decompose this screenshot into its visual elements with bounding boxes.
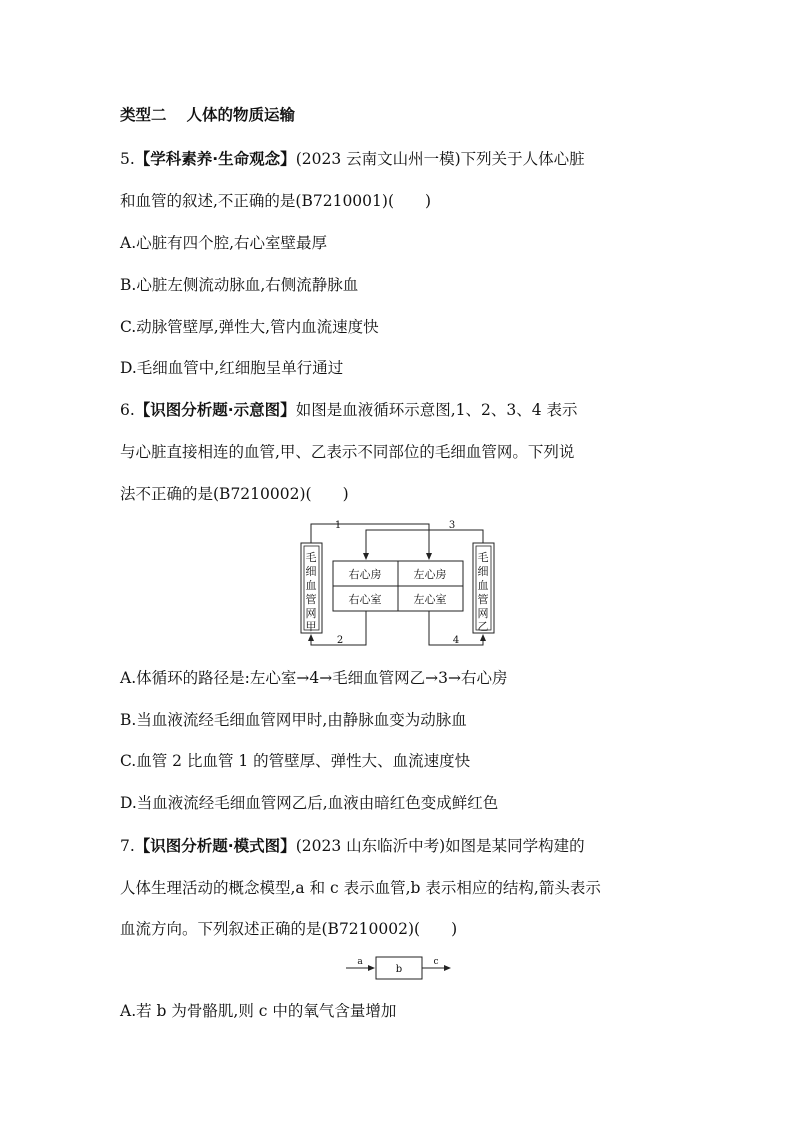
q7-tag: 【识图分析题·模式图】 [134, 837, 296, 855]
q6-tag: 【识图分析题·示意图】 [134, 401, 296, 419]
q6-left-ventricle: 左心室 [413, 593, 447, 606]
q7-label-c: c [433, 957, 439, 967]
q7-stem-line-2: 人体生理活动的概念模型,a 和 c 表示血管,b 表示相应的结构,箭头表示 [120, 879, 601, 897]
q6-right-box-char-6: 乙 [477, 620, 489, 633]
q6-stem-line-1 [120, 399, 578, 421]
q6-right-box-char-2: 细 [477, 565, 489, 578]
q7-label-b: b [395, 964, 403, 975]
q5-option-a: A.心脏有四个腔,右心室壁最厚 [120, 234, 328, 252]
q7-number: 7. [120, 837, 135, 855]
q5-stem-line-2: 和血管的叙述,不正确的是(B7210001)( ) [120, 192, 432, 210]
section-label: 类型二 [120, 106, 167, 124]
q6-right-box-char-4: 管 [477, 593, 489, 606]
q6-right-atrium: 右心房 [348, 568, 382, 581]
q5-number: 5. [120, 150, 135, 168]
q5-option-b: B.心脏左侧流动脉血,右侧流静脉血 [120, 276, 359, 294]
q6-vessel-2-label: 2 [336, 635, 344, 646]
q6-right-box-char-3: 血 [477, 579, 489, 592]
q7-stem-line-3: 血流方向。下列叙述正确的是(B7210002)( ) [120, 920, 458, 938]
q6-left-box-char-4: 管 [305, 593, 317, 606]
q6-option-d: D.当血液流经毛细血管网乙后,血液由暗红色变成鲜红色 [120, 794, 499, 812]
q6-vessel-3-label: 3 [448, 520, 456, 531]
q5-tag: 【学科素养·生命观念】 [134, 150, 296, 168]
q6-number: 6. [120, 401, 135, 419]
q7-option-a: A.若 b 为骨骼肌,则 c 中的氧气含量增加 [120, 1002, 397, 1020]
q6-option-a: A.体循环的路径是:左心室→4→毛细血管网乙→3→右心房 [120, 669, 508, 687]
q6-left-box-char-6: 甲 [305, 620, 317, 633]
q6-left-box-char-5: 网 [305, 607, 317, 620]
q7-concept-model-diagram [340, 953, 460, 983]
q6-right-ventricle: 右心室 [348, 593, 382, 606]
q6-option-b: B.当血液流经毛细血管网甲时,由静脉血变为动脉血 [120, 711, 467, 729]
section-title: 人体的物质运输 [186, 106, 296, 124]
q6-left-atrium: 左心房 [413, 568, 447, 581]
q7-stem-1: (2023 山东临沂中考)如图是某同学构建的 [295, 837, 585, 855]
q6-vessel-4-label: 4 [452, 635, 460, 646]
q6-left-box-char-1: 毛 [305, 551, 317, 564]
q7-label-a: a [357, 957, 363, 967]
section-heading [120, 104, 295, 126]
q6-circulation-diagram [294, 517, 514, 653]
q5-option-d: D.毛细血管中,红细胞呈单行通过 [120, 359, 344, 377]
q6-option-c: C.血管 2 比血管 1 的管壁厚、弹性大、血流速度快 [120, 752, 471, 770]
q7-stem-line-1 [120, 835, 585, 857]
q6-stem-1: 如图是血液循环示意图,1、2、3、4 表示 [295, 401, 578, 419]
q6-right-box-char-5: 网 [477, 607, 489, 620]
q5-stem-1: (2023 云南文山州一模)下列关于人体心脏 [295, 150, 585, 168]
q6-vessel-1-label: 1 [334, 520, 342, 531]
q6-stem-line-2: 与心脏直接相连的血管,甲、乙表示不同部位的毛细血管网。下列说 [120, 443, 575, 461]
q6-left-box-char-3: 血 [305, 579, 317, 592]
q6-right-box-char-1: 毛 [477, 551, 489, 564]
q6-left-box-char-2: 细 [305, 565, 317, 578]
q5-option-c: C.动脉管壁厚,弹性大,管内血流速度快 [120, 318, 379, 336]
q5-stem-line-1 [120, 148, 585, 170]
q6-stem-line-3: 法不正确的是(B7210002)( ) [120, 485, 349, 503]
